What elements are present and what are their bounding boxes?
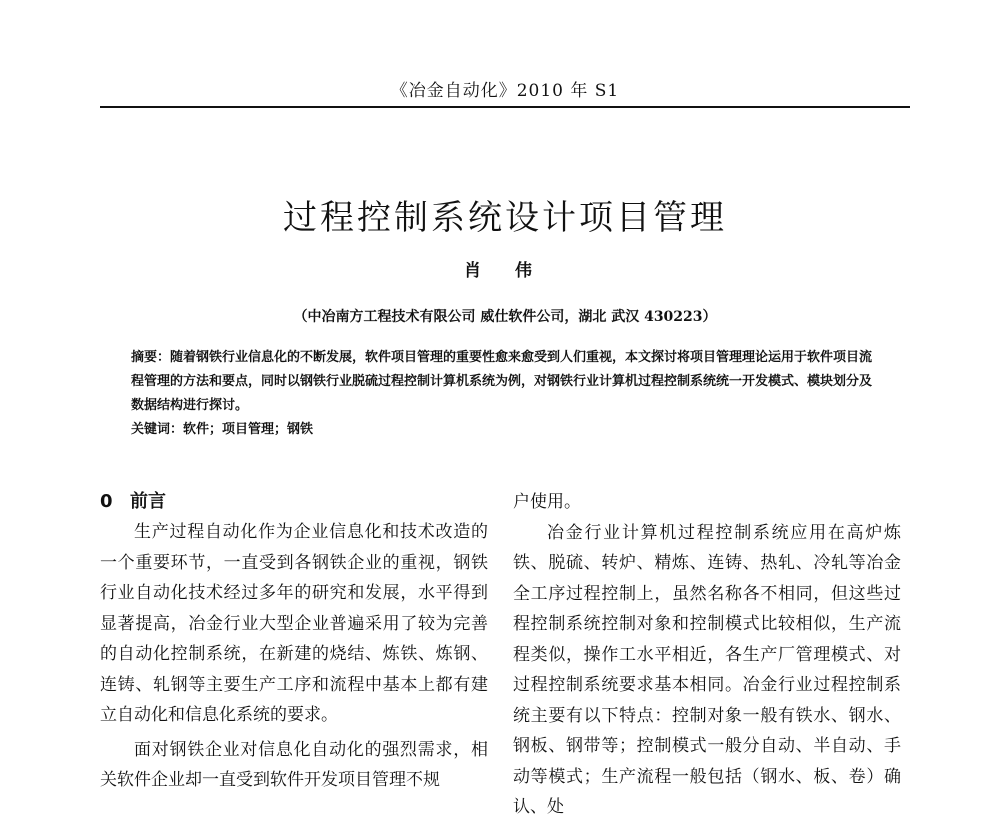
section-number: 0 [100,491,113,512]
right-column [513,487,901,823]
left-column [100,487,488,796]
paper-title: 过程控制系统设计项目管理 [283,198,727,238]
abstract-block [131,346,879,442]
abstract-text: 摘要：随着钢铁行业信息化的不断发展，软件项目管理的重要性愈来愈受到人们重视，本文探讨将项目管理理论运用于软件项目流程管理的方法和要点，同时以钢铁行业脱硫过程控制计算机系统为例，对钢铁行业计算机过程控制系统统一开发模式、模块划分及数据结构进行探讨。 [131,350,873,413]
body-paragraph: 冶金行业计算机过程控制系统应用在高炉炼铁、脱硫、转炉、精炼、连铸、热轧、冷轧等冶金全工序过程控制上，虽然名称各不相同，但这些过程控制系统控制对象和控制模式比较相似，生产流程类似，操作工水平相近，各生产厂管理模式、对过程控制系统要求基本相同。冶金行业过程控制系统主要有以下特点：控制对象一般有铁水、钢水、钢板、钢带等；控制模式一般分自动、半自动、手动等模式；生产流程一般包括（钢水、板、卷）确认、处 [513,522,901,817]
section-heading-preface [100,487,488,517]
body-paragraph: 生产过程自动化作为企业信息化和技术改造的一个重要环节，一直受到各钢铁企业的重视，钢铁行业自动化技术经过多年的研究和发展，水平得到显著提高，冶金行业大型企业普遍采用了较为完善的自动化控制系统，在新建的烧结、炼铁、炼钢、连铸、轧钢等主要生产工序和流程中基本上都有建立自动化和信息化系统的要求。 [100,522,488,725]
header-rule [100,106,910,108]
author-name: 肖 伟 [464,261,546,281]
body-paragraph: 面对钢铁企业对信息化自动化的强烈需求，相关软件企业却一直受到软件开发项目管理不规 [100,739,488,790]
keywords-line: 关键词：软件；项目管理；钢铁 [131,422,314,437]
author-affiliation: （中冶南方工程技术有限公司 威仕软件公司，湖北 武汉 430223） [293,309,717,325]
journal-running-header: 《冶金自动化》2010 年 S1 [390,81,620,101]
body-paragraph-continued: 户使用。 [513,492,581,512]
section-title: 前言 [130,491,166,512]
